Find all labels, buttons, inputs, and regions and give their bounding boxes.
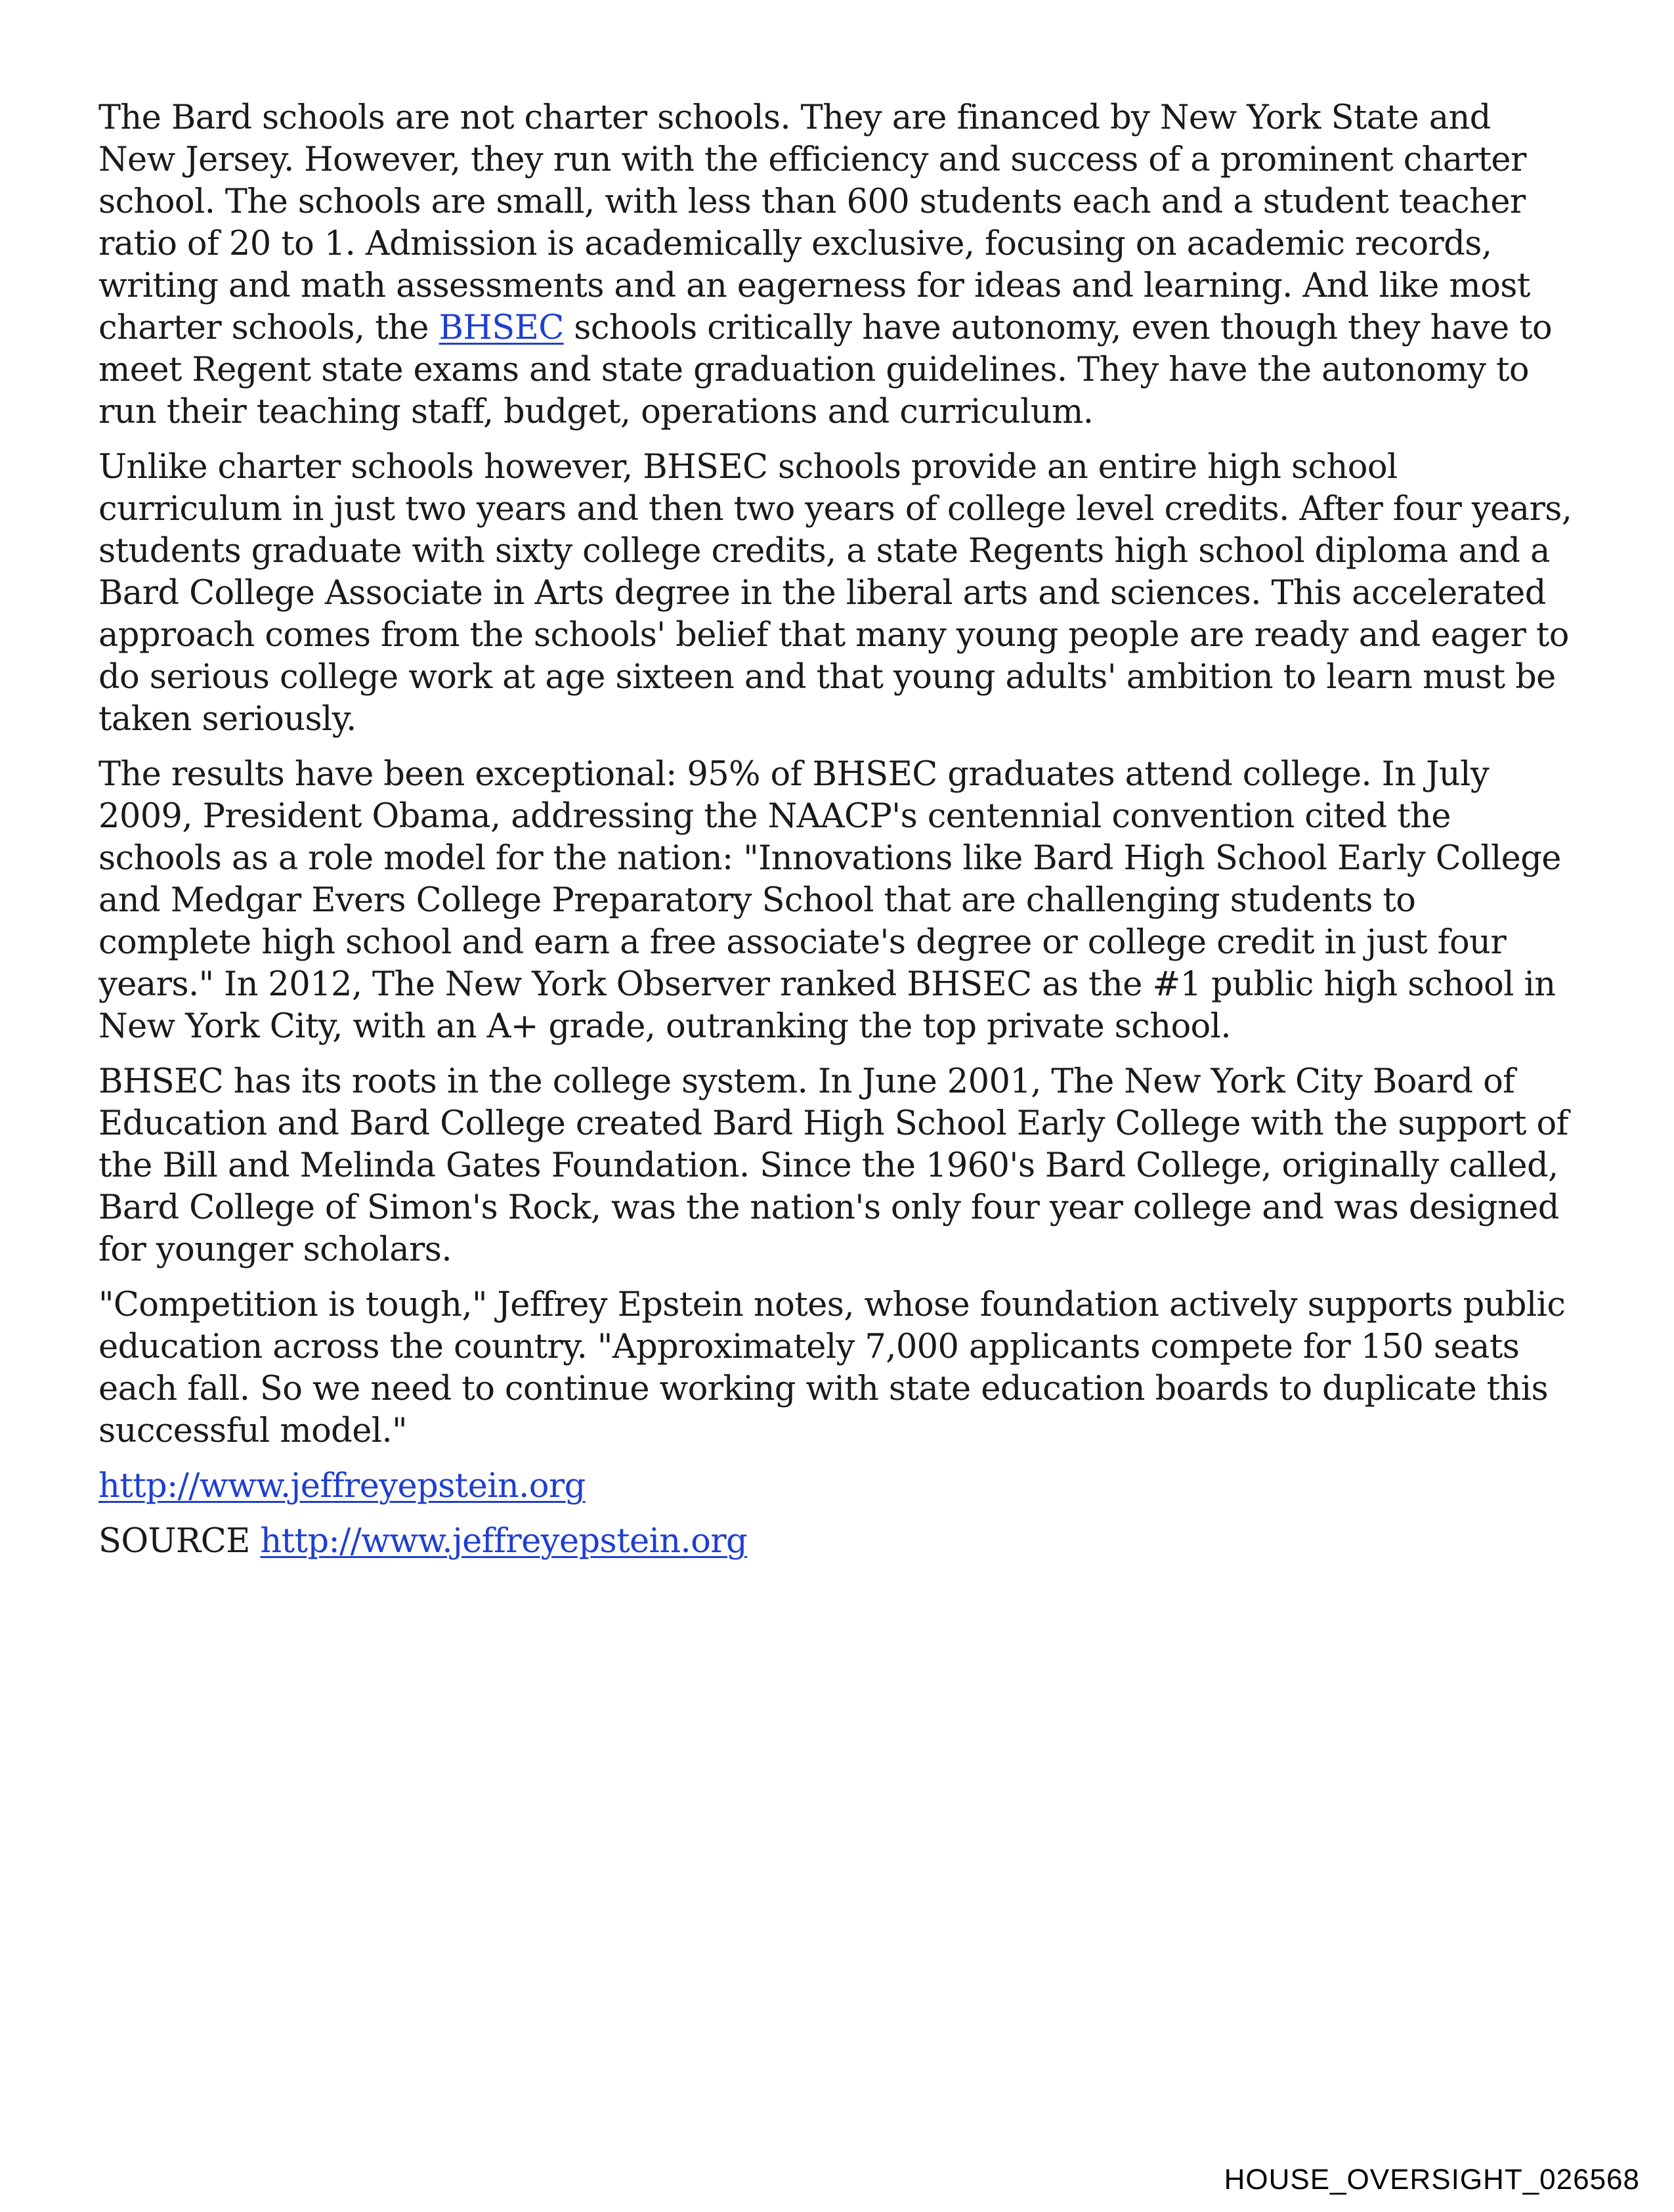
paragraph-1: [98, 97, 1576, 433]
paragraph-1-text-a: The Bard schools are not charter schools. They are financed by New York State and New Jersey. However, they run with the efficiency and success of a prominent charter school. The schools are small, with less than 600 students each and a student teacher ratio of 20 to 1. Admission is academically exclusive, focusing on academic records, writing and math assessments and an eagerness for ideas and learning. And like most charter schools, the: [98, 98, 1530, 347]
bates-stamp: HOUSE_OVERSIGHT_026568: [1224, 2163, 1640, 2196]
source-line: [98, 1521, 1576, 1563]
url-line: [98, 1465, 1576, 1507]
source-link[interactable]: http://www.jeffreyepstein.org: [260, 1522, 748, 1561]
paragraph-4: BHSEC has its roots in the college system. In June 2001, The New York City Board of Education and Bard College created Bard High School Early College with the support of the Bill and Melinda Gates Foundation. Since the 1960's Bard College, originally called, Bard College of Simon's Rock, was the nation's only four year college and was designed for younger scholars.: [98, 1062, 1568, 1269]
bhsec-link[interactable]: BHSEC: [439, 309, 564, 347]
paragraph-1-text-b: schools critically have autonomy, even though they have to meet Regent state exams and state graduation guidelines. They have the autonomy to run their teaching staff, budget, operations and curriculum.: [98, 309, 1553, 431]
document-body: [98, 97, 1576, 1576]
jeffreyepstein-link[interactable]: http://www.jeffreyepstein.org: [98, 1467, 586, 1506]
paragraph-5: "Competition is tough," Jeffrey Epstein notes, whose foundation actively supports public education across the country. "Approximately 7,000 applicants compete for 150 seats each fall. So we need to continue working with state education boards to duplicate this successful model.": [98, 1286, 1566, 1450]
source-label: SOURCE: [98, 1522, 261, 1561]
paragraph-2: Unlike charter schools however, BHSEC schools provide an entire high school curriculum in just two years and then two years of college level credits. After four years, students graduate with sixty college credits, a state Regents high school diploma and a Bard College Associate in Arts degree in the liberal arts and sciences. This accelerated approach comes from the schools' belief that many young people are ready and eager to do serious college work at age sixteen and that young adults' ambition to learn must be taken seriously.: [98, 448, 1572, 739]
paragraph-3: The results have been exceptional: 95% of BHSEC graduates attend college. In July 2009, President Obama, addressing the NAACP's centennial convention cited the schools as a role model for the nation: "Innovations like Bard High School Early College and Medgar Evers College Preparatory School that are challenging students to complete high school and earn a free associate's degree or college credit in just four years." In 2012, The New York Observer ranked BHSEC as the #1 public high school in New York City, with an A+ grade, outranking the top private school.: [98, 755, 1561, 1046]
